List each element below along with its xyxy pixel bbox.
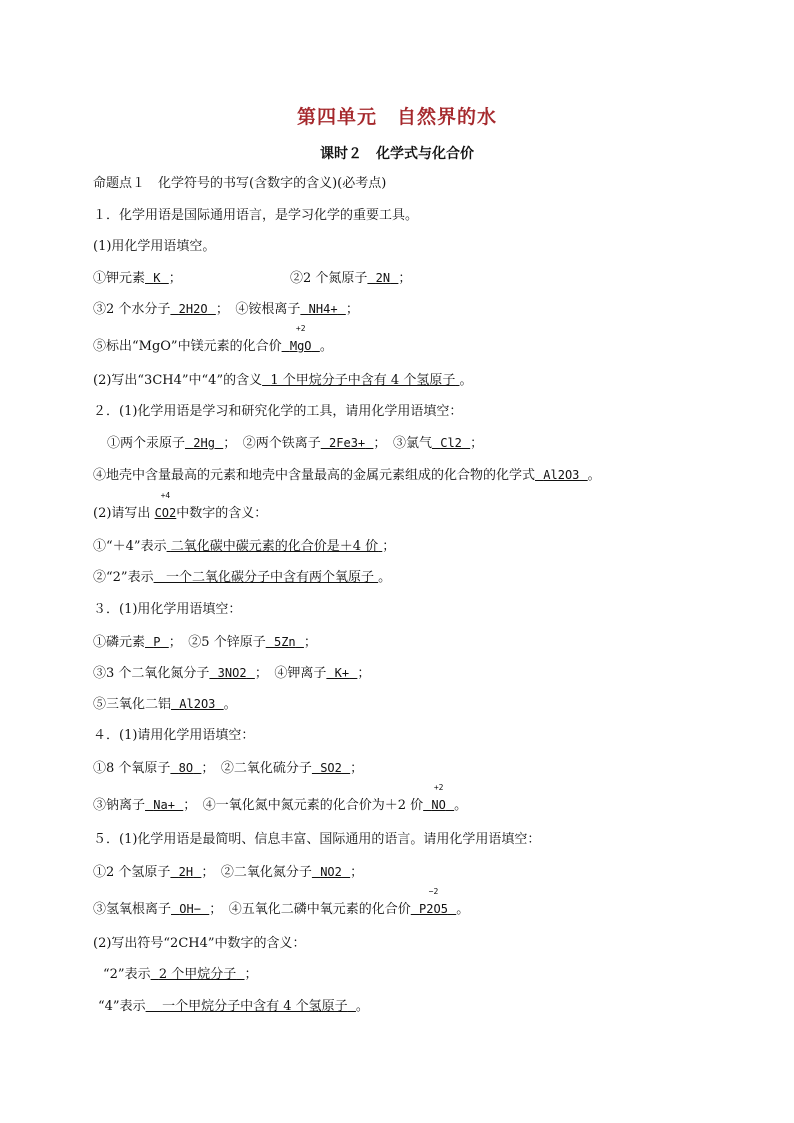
q5-meaning-2: “4”表示 一个甲烷分子中含有 4 个氢原子 。	[98, 997, 369, 1017]
q1-row-cd: ③2 个水分子 2H2O ； ④铵根离子 NH4+ ；	[93, 299, 359, 320]
q3-row-cd: ③3 个二氧化氮分子 3NO2 ； ④钾离子 K+ ；	[93, 663, 370, 684]
q1-e-label: ⑤标出“MgO”中镁元素的化合价	[93, 339, 282, 354]
q2-part2-label: (2)请写出	[93, 506, 151, 521]
q5-row-cd: ③氢氧根离子 OH− ； ④五氧化二磷中氧元素的化合价 −2 P2O5 。	[93, 899, 469, 920]
q2-d-answer: Al2O3	[543, 468, 580, 482]
q1-part2-label: (2)写出“3CH4”中“4”的含义	[93, 373, 263, 388]
q4-d-answer: +2 NO	[431, 783, 446, 812]
q2-m2-answer: 一个二氧化碳分子中含有两个氧原子	[165, 570, 374, 585]
topic-heading: 命题点１ 化学符号的书写(含数字的含义)(必考点)	[93, 176, 387, 191]
q1-c-answer: 2H2O	[178, 302, 208, 316]
q5-a-answer: 2H	[178, 865, 194, 879]
q2-m1-answer: 二氧化碳中碳元素的化合价是＋4 价	[170, 539, 379, 554]
q3-c-answer: 3NO2	[217, 666, 247, 680]
q2-m1-label: ①“＋4”表示	[93, 539, 167, 554]
q4-a-label: ①8 个氧原子	[93, 761, 171, 776]
q5-meaning-1: “2”表示 2 个甲烷分子 ；	[103, 965, 258, 985]
q5-stem: ５．(1)化学用语是最简明、信息丰富、国际通用的语言。请用化学用语填空：	[93, 832, 541, 847]
q1-e-answer: +2 MgO	[289, 324, 312, 353]
q1-d-answer: NH4+	[308, 302, 338, 316]
q4-c-answer: Na+	[153, 798, 175, 812]
q2-a-label: ①两个汞原子	[107, 436, 186, 451]
q5-d-answer: −2 P2O5	[419, 887, 448, 916]
q5-row-ab: ①2 个氢原子 2H ； ②二氧化氮分子 NO2 ；	[93, 862, 363, 883]
q1-part1: (1)用化学用语填空。	[93, 239, 216, 254]
q3-c-label: ③3 个二氧化氮分子	[93, 666, 210, 681]
q1-c-label: ③2 个水分子	[93, 302, 171, 317]
q4-d-label: ④一氧化氮中氮元素的化合价为＋2 价	[202, 798, 424, 813]
q5-c-label: ③氢氧根离子	[93, 902, 172, 917]
q5-b-label: ②二氧化氮分子	[220, 865, 312, 880]
q2-row-d: ④地壳中含量最高的元素和地壳中含量最高的金属元素组成的化合物的化学式 Al2O3 。	[93, 465, 601, 486]
q1-stem: １．化学用语是国际通用语言，是学习化学的重要工具。	[93, 208, 419, 223]
q2-d-label: ④地壳中含量最高的元素和地壳中含量最高的金属元素组成的化合物的化学式	[93, 468, 536, 483]
q4-a-answer: 8O	[178, 761, 194, 775]
q4-row-ab: ①8 个氧原子 8O ； ②二氧化硫分子 SO2 ；	[93, 758, 363, 779]
page-subtitle: 课时２ 化学式与化合价	[320, 146, 474, 162]
q3-row-ab: ①磷元素 P ； ②5 个锌原子 5Zn ；	[93, 632, 317, 653]
q2-stem: ２．(1)化学用语是学习和研究化学的工具，请用化学用语填空：	[93, 404, 463, 419]
q5-c-answer: OH−	[179, 902, 201, 916]
q5-m1-answer: 2 个甲烷分子	[158, 967, 237, 982]
q2-b-label: ②两个铁离子	[242, 436, 321, 451]
q1-a-answer: K	[153, 271, 161, 285]
page-title: 第四单元 自然界的水	[296, 106, 497, 128]
q1-d-label: ④铵根离子	[235, 302, 301, 317]
q1-part2-answer: 1 个甲烷分子中含有 4 个氢原子	[270, 373, 456, 388]
q5-part2: (2)写出符号“2CH4”中数字的含义：	[93, 936, 306, 951]
q1-a-label: ①钾元素	[93, 271, 146, 286]
q5-m2-label: “4”表示	[98, 999, 146, 1014]
q4-b-answer: SO2	[320, 761, 342, 775]
q4-stem: ４．(1)请用化学用语填空：	[93, 728, 255, 743]
q2-m2-label: ②“2”表示	[93, 570, 154, 585]
q3-row-e: ⑤三氧化二铝 Al2O3 。	[93, 694, 237, 715]
q3-e-label: ⑤三氧化二铝	[93, 697, 172, 712]
q4-row-cd: ③钠离子 Na+ ； ④一氧化氮中氮元素的化合价为＋2 价 +2 NO 。	[93, 795, 467, 816]
q3-a-label: ①磷元素	[93, 635, 146, 650]
q3-d-answer: K+	[334, 666, 350, 680]
q5-d-label: ④五氧化二磷中氧元素的化合价	[228, 902, 411, 917]
q2-row-abc: ①两个汞原子 2Hg ； ②两个铁离子 2Fe3+ ； ③氯气 Cl2 ；	[107, 433, 483, 454]
q3-stem: ３．(1)用化学用语填空：	[93, 602, 242, 617]
q5-b-answer: NO2	[320, 865, 342, 879]
q5-m1-label: “2”表示	[103, 967, 151, 982]
q2-meaning-2: ②“2”表示 一个二氧化碳分子中含有两个氧原子 。	[93, 568, 391, 588]
q2-part2: (2)请写出 +4 CO2中数字的含义：	[93, 491, 268, 521]
q3-e-answer: Al2O3	[179, 697, 216, 711]
q1-b-label: ②2 个氮原子	[290, 271, 368, 286]
q1-row-a: ①钾元素 K ；	[93, 268, 182, 289]
q1-row-e: ⑤标出“MgO”中镁元素的化合价 +2 MgO 。	[93, 336, 333, 357]
q3-d-label: ④钾离子	[274, 666, 327, 681]
q3-a-answer: P	[153, 635, 161, 649]
q5-a-label: ①2 个氢原子	[93, 865, 171, 880]
q3-b-answer: 5Zn	[273, 635, 296, 649]
q3-b-label: ②5 个锌原子	[188, 635, 266, 650]
q4-c-label: ③钠离子	[93, 798, 146, 813]
q1-b-answer: 2N	[375, 271, 391, 285]
q2-b-answer: 2Fe3+	[329, 436, 366, 450]
q4-b-label: ②二氧化硫分子	[220, 761, 312, 776]
q1-part2: (2)写出“3CH4”中“4”的含义 1 个甲烷分子中含有 4 个氢原子 。	[93, 371, 472, 391]
q2-meaning-1: ①“＋4”表示 二氧化碳中碳元素的化合价是＋4 价 ；	[93, 537, 395, 557]
q5-m2-answer: 一个甲烷分子中含有 4 个氢原子	[162, 999, 348, 1014]
q2-c-label: ③氯气	[392, 436, 432, 451]
q2-c-answer: Cl2	[440, 436, 462, 450]
q2-formula: CO2	[154, 506, 177, 520]
q2-a-answer: 2Hg	[193, 436, 215, 450]
q1-row-b: ②2 个氮原子 2N ；	[290, 268, 411, 289]
